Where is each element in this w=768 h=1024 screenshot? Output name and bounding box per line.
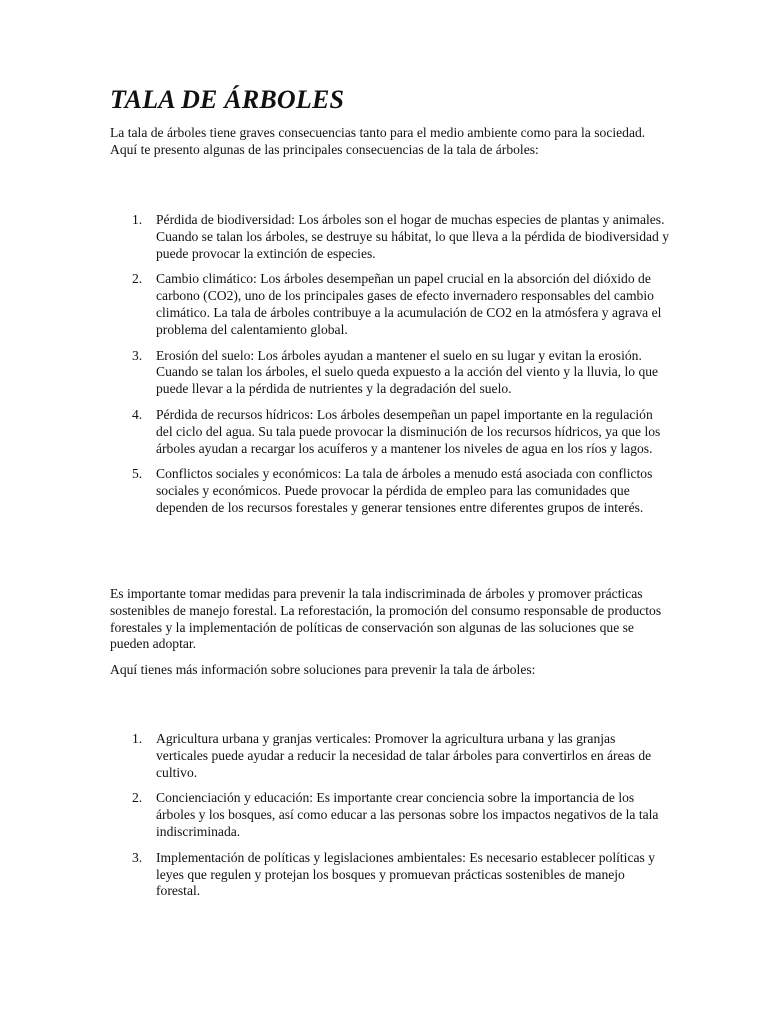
list-item-number: 3. [132, 849, 143, 865]
solutions-intro-paragraph: Aquí tienes más información sobre soluciones para prevenir la tala de árboles: [110, 662, 536, 677]
document-title: TALA DE ÁRBOLES [110, 85, 345, 114]
list-item-text: Pérdida de biodiversidad: Los árboles son el hogar de muchas especies de plantas y animales. Cuando se talan los árboles, se destruye su hábitat, lo que lleva a la pérdida de biodiversidad y puede provocar la extinción de especies. [156, 212, 670, 261]
list-item-number: 2. [132, 271, 143, 287]
list-item-number: 4. [132, 406, 143, 422]
importance-paragraph: Es importante tomar medidas para prevenir la tala indiscriminada de árboles y promover prácticas sostenibles de manejo forestal. La reforestación, la promoción del consumo responsable de productos forestales y la implementación de políticas de conservación son algunas de las soluciones que se pueden adoptar. [110, 586, 662, 652]
list-item-text: Erosión del suelo: Los árboles ayudan a mantener el suelo en su lugar y evitan la erosión. Cuando se talan los árboles, el suelo queda expuesto a la acción del viento y la lluvia, lo que puede llevar a la pérdida de nutrientes y la degradación del suelo. [156, 347, 659, 397]
list-item [110, 271, 670, 339]
list-item [110, 407, 670, 458]
list-item-number: 1. [132, 212, 143, 227]
intro-paragraph: La tala de árboles tiene graves consecuencias tanto para el medio ambiente como para la sociedad. Aquí te presento algunas de las principales consecuencias de la tala de árboles: [110, 125, 646, 157]
list-item-text: Implementación de políticas y legislaciones ambientales: Es necesario establecer políticas y leyes que regulen y protejan los bosques y promuevan prácticas sostenibles de manejo forestal. [156, 849, 656, 899]
list-item-text: Agricultura urbana y granjas verticales: Promover la agricultura urbana y las granjas verticales puede ayudar a reducir la necesidad de talar árboles para convertirlos en áreas de cultivo. [156, 731, 652, 780]
list-item [110, 466, 670, 517]
list-item-text: Pérdida de recursos hídricos: Los árboles desempeñan un papel importante en la regulación del ciclo del agua. Su tala puede provocar la disminución de los recursos hídricos, ya que los árboles ayudan a recargar los acuíferos y a mantener los niveles de agua en los ríos y lagos. [156, 406, 661, 456]
list-item [110, 850, 670, 901]
list-item-number: 2. [132, 790, 143, 806]
list-item [110, 348, 670, 399]
list-item-text: Cambio climático: Los árboles desempeñan un papel crucial en la absorción del dióxido de carbono (CO2), uno de los principales gases de efecto invernadero responsables del cambio climático. La tala de árboles contribuye a la acumulación de CO2 en la atmósfera y agrava el problema del calentamiento global. [156, 271, 662, 338]
consequences-list [110, 212, 670, 525]
solutions-list [110, 731, 670, 909]
list-item-text: Concienciación y educación: Es importante crear conciencia sobre la importancia de los árboles y los bosques, así como educar a las personas sobre los impactos negativos de la tala indiscriminada. [156, 790, 659, 840]
list-item [110, 790, 670, 841]
list-item-number: 3. [132, 347, 143, 363]
list-item-number: 5. [132, 466, 143, 482]
list-item-number: 1. [132, 731, 143, 746]
list-item [110, 731, 670, 782]
list-item-text: Conflictos sociales y económicos: La tala de árboles a menudo está asociada con conflictos sociales y económicos. Puede provocar la pérdida de empleo para las comunidades que dependen de los recursos forestales y generar tensiones entre diferentes grupos de interés. [156, 466, 653, 515]
list-item [110, 212, 670, 263]
